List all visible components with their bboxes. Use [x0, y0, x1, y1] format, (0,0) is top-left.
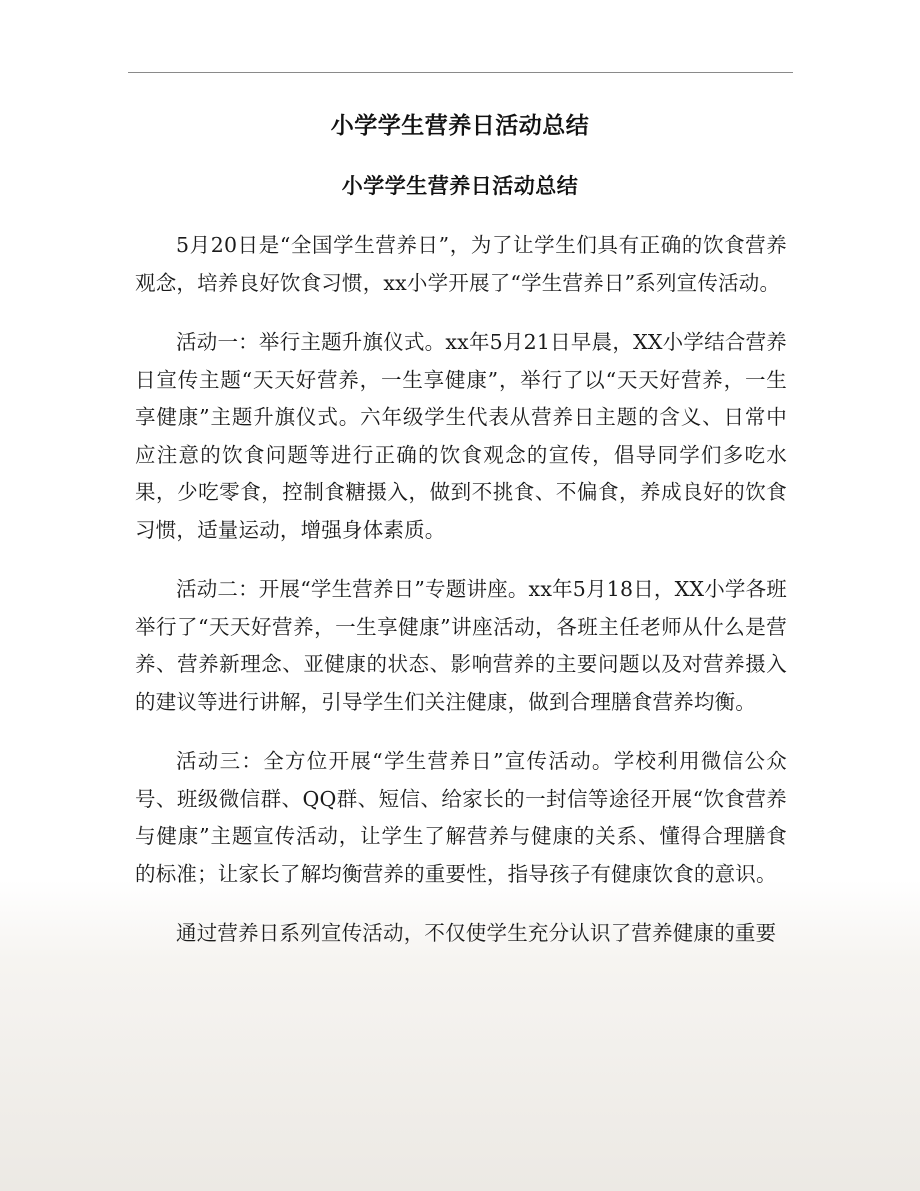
document-body — [135, 227, 787, 975]
paragraph-activity-3: 活动三：全方位开展“学生营养日”宣传活动。学校利用微信公众号、班级微信群、QQ群、短信、给家长的一封信等途径开展“饮食营养与健康”主题宣传活动，让学生了解营养与健康的关系、懂得合理膳食的标准；让家长了解均衡营养的重要性，指导孩子有健康饮食的意识。 — [135, 749, 787, 886]
paragraph-conclusion: 通过营养日系列宣传活动，不仅使学生充分认识了营养健康的重要 — [176, 921, 777, 945]
paragraph-intro: 5月20日是“全国学生营养日”，为了让学生们具有正确的饮食营养观念，培养良好饮食习惯，xx小学开展了“学生营养日”系列宣传活动。 — [135, 233, 787, 295]
document-title: 小学学生营养日活动总结 — [330, 112, 590, 139]
paragraph-activity-2: 活动二：开展“学生营养日”专题讲座。xx年5月18日，XX小学各班举行了“天天好营养，一生享健康”讲座活动，各班主任老师从什么是营养、营养新理念、亚健康的状态、影响营养的主要问题以及对营养摄入的建议等进行讲解，引导学生们关注健康，做到合理膳食营养均衡。 — [135, 577, 787, 714]
document-subtitle: 小学学生营养日活动总结 — [341, 173, 579, 198]
paragraph-activity-1: 活动一：举行主题升旗仪式。xx年5月21日早晨，XX小学结合营养日宣传主题“天天好营养，一生享健康”，举行了以“天天好营养，一生享健康”主题升旗仪式。六年级学生代表从营养日主题的含义、日常中应注意的饮食问题等进行正确的饮食观念的宣传，倡导同学们多吃水果，少吃零食，控制食糖摄入，做到不挑食、不偏食，养成良好的饮食习惯，适量运动，增强身体素质。 — [135, 330, 787, 542]
header-rule — [128, 72, 793, 73]
